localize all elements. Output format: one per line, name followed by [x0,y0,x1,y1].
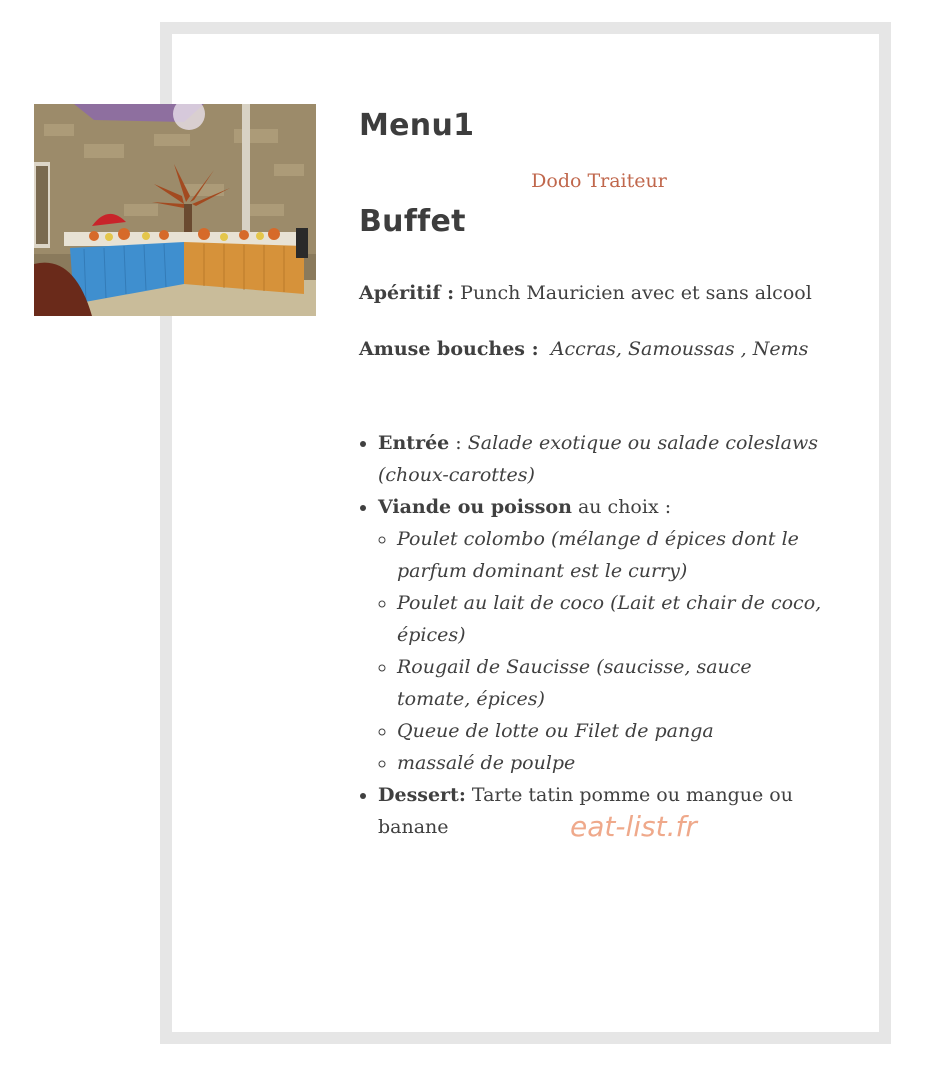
list-item [397,587,829,651]
list-item-main-course [378,491,829,779]
aperitif-text: Punch Mauricien avec et sans alcool [454,282,812,304]
buffet-photo [34,104,316,316]
list-item [397,747,829,779]
section-title: Buffet [359,204,466,239]
entree-sep: : [449,432,468,454]
dessert-label: Dessert: [378,784,466,806]
course-list [359,427,829,843]
menu-title: Menu1 [359,108,475,143]
option-text: Rougail de Saucisse (saucisse, sauce tomate, épices) [397,656,752,710]
list-item-dessert [378,779,829,843]
watermark: eat-list.fr [570,810,697,843]
amuse-label: Amuse bouches : [359,338,539,360]
option-text: massalé de poulpe [397,752,576,774]
list-item [397,523,829,587]
option-text: Queue de lotte ou Filet de panga [397,720,714,742]
main-course-text: au choix : [571,496,672,518]
menu-content [359,100,829,843]
dessert-text: Tarte tatin pomme ou mangue ou banane [378,784,793,838]
list-item [397,715,829,747]
aperitif-line [359,278,829,308]
list-item [397,651,829,715]
amuse-text: Accras, Samoussas , Nems [550,338,809,360]
entree-text: Salade exotique ou salade coleslaws (choux-carottes) [378,432,818,486]
option-text: Poulet au lait de coco (Lait et chair de coco, épices) [397,592,822,646]
aperitif-label: Apéritif : [359,282,455,304]
caterer-name: Dodo Traiteur [531,170,667,192]
main-course-label: Viande ou poisson [378,496,572,518]
entree-label: Entrée [378,432,450,454]
option-text: Poulet colombo (mélange d épices dont le parfum dominant est le curry) [397,528,799,582]
main-course-options [378,523,829,779]
amuse-line [359,334,829,364]
list-item-entree [378,427,829,491]
